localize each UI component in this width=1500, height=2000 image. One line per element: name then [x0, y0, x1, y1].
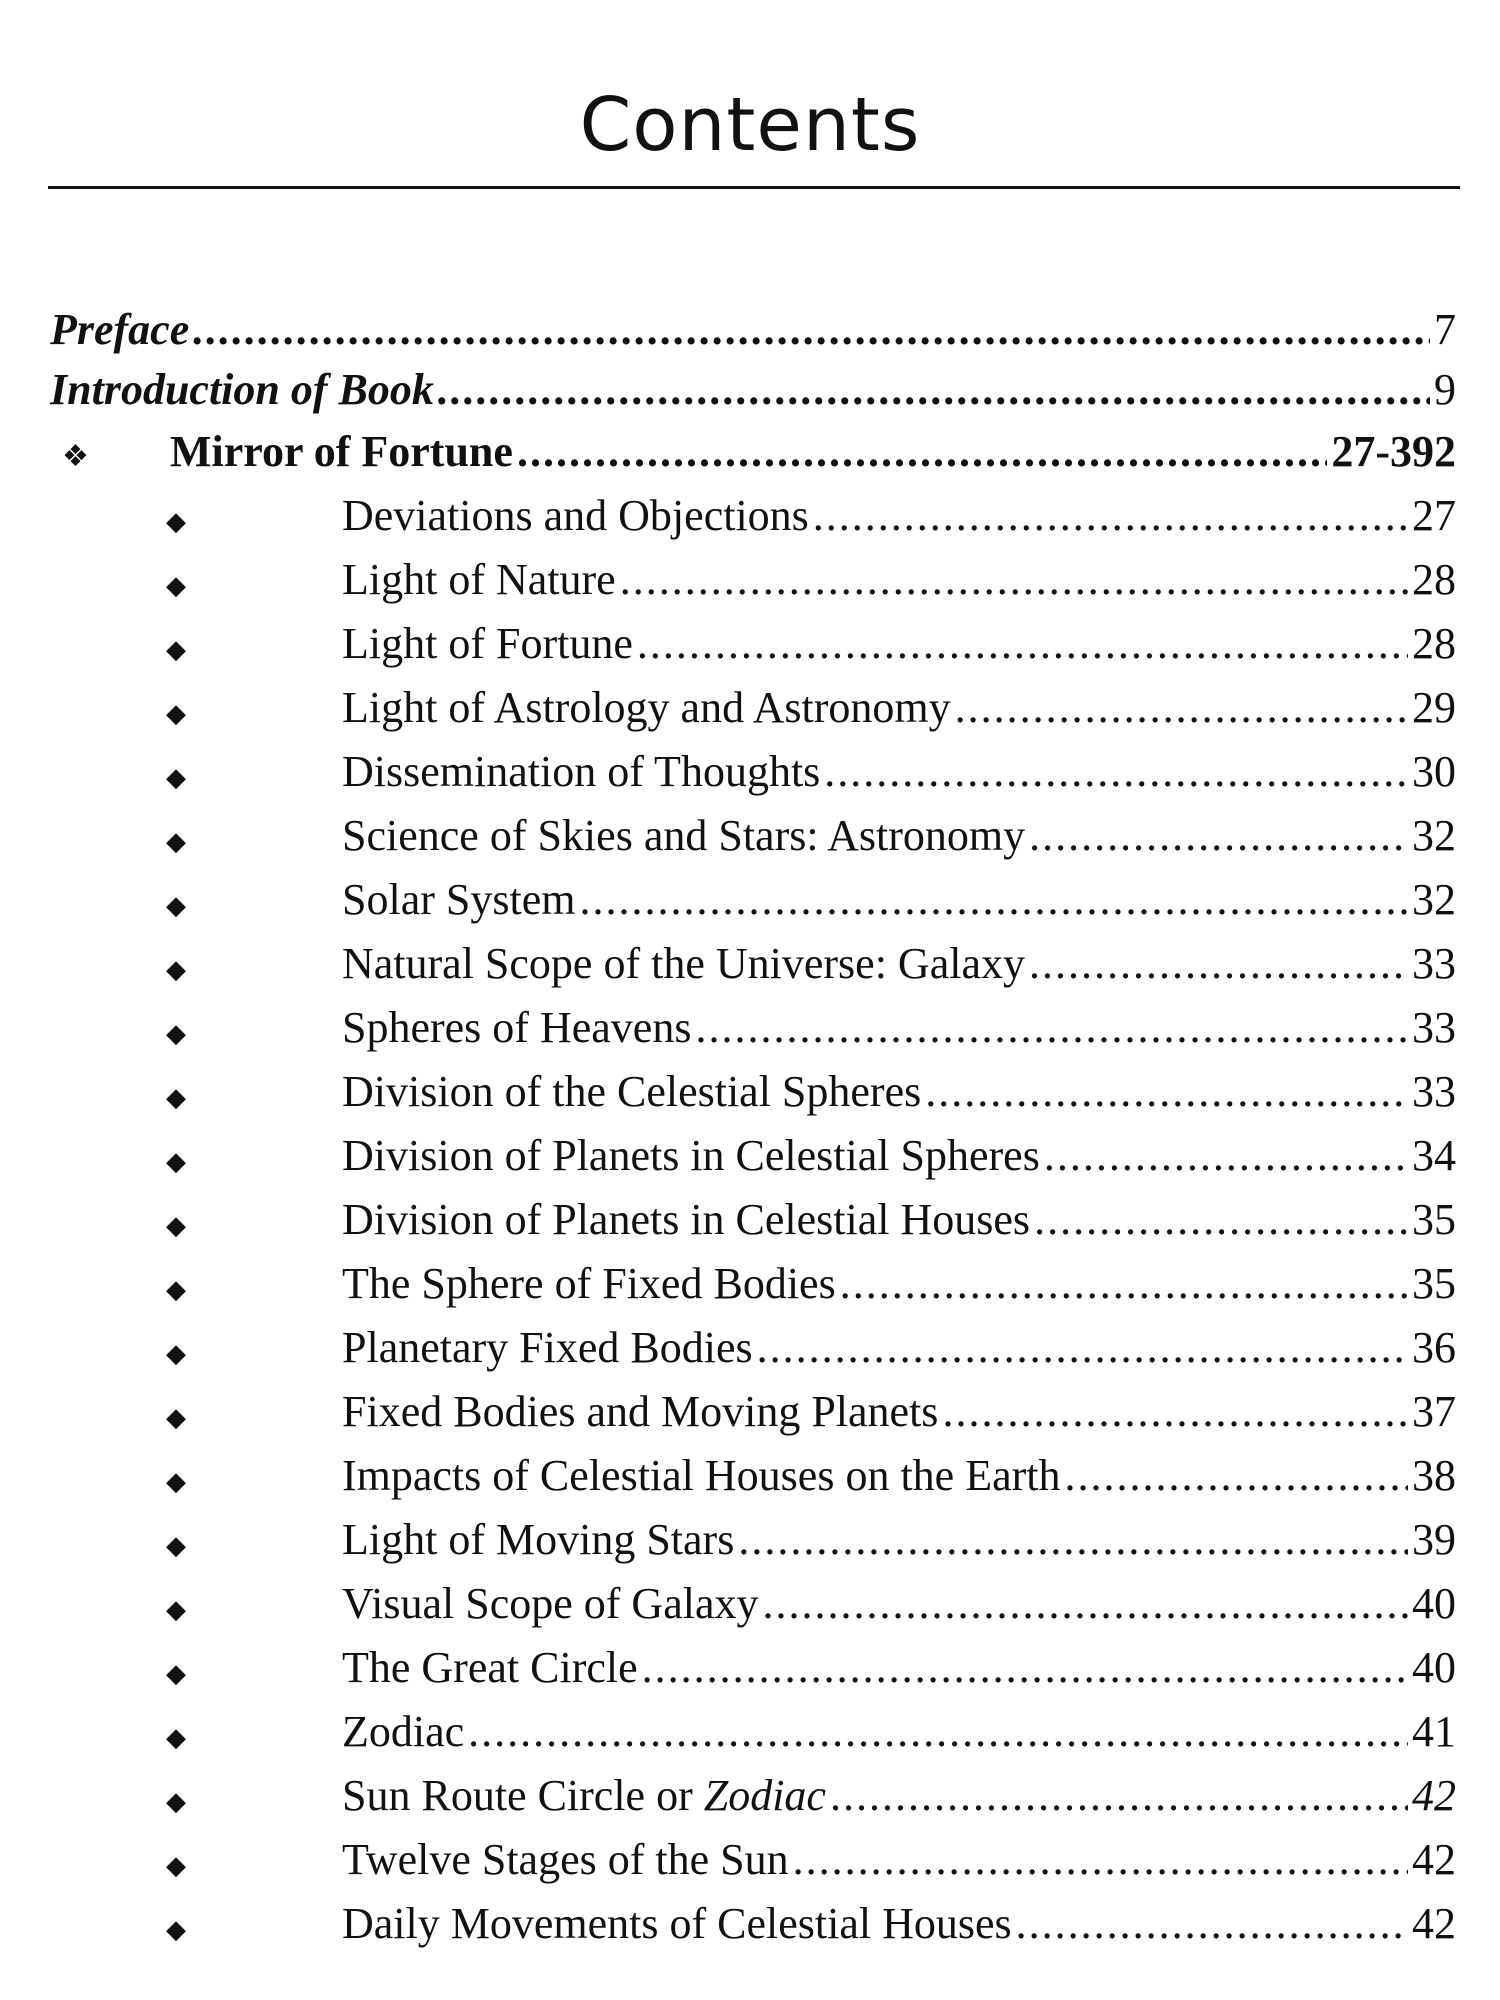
toc-entry-label: [328, 740, 820, 804]
toc-entry-label: [328, 868, 575, 932]
toc-entry[interactable]: [50, 1764, 1456, 1828]
toc-section-mirror-of-fortune[interactable]: [50, 420, 1456, 484]
toc-entry-label-text: Twelve Stages of the Sun: [342, 1835, 789, 1884]
toc-entry-label: [328, 1124, 1040, 1188]
toc-entry[interactable]: [50, 1828, 1456, 1892]
dot-leader: [695, 996, 1408, 1060]
toc-page-number: 33: [1412, 1003, 1456, 1052]
dot-leader: [517, 420, 1327, 484]
toc-entry[interactable]: [50, 1060, 1456, 1124]
toc-entry-label-text: Light of Astrology and Astronomy: [342, 683, 951, 732]
toc-entry-label-text: Light of Fortune: [342, 619, 633, 668]
toc-entry[interactable]: [50, 996, 1456, 1060]
toc-page-number: 7: [1434, 305, 1456, 354]
toc-entry-label-text: Zodiac: [342, 1707, 465, 1756]
diamond-bullet-icon: ◆: [166, 571, 186, 601]
toc-entry[interactable]: [50, 868, 1456, 932]
diamond-bullet-icon: ◆: [166, 1915, 186, 1945]
dot-leader: [955, 676, 1408, 740]
toc-entry-label-text: Dissemination of Thoughts: [342, 747, 821, 796]
toc-page-number: 32: [1412, 811, 1456, 860]
toc-page-number: 30: [1412, 747, 1456, 796]
toc-entry[interactable]: [50, 740, 1456, 804]
toc-page-number: 27: [1412, 491, 1456, 540]
diamond-bullet-icon: ◆: [166, 1147, 186, 1177]
toc-page-number: 42: [1412, 1835, 1456, 1884]
diamond-bullet-icon: ◆: [166, 1403, 186, 1433]
toc-entry-label-text: Division of Planets in Celestial Spheres: [342, 1131, 1040, 1180]
toc-entry[interactable]: [50, 1380, 1456, 1444]
toc-page-number: 38: [1412, 1451, 1456, 1500]
toc-entry[interactable]: [50, 484, 1456, 548]
dot-leader: [925, 1060, 1408, 1124]
dot-leader: [620, 548, 1408, 612]
toc-page-number: 34: [1412, 1131, 1456, 1180]
toc-entry[interactable]: [50, 1892, 1456, 1956]
toc-page-number: 9: [1434, 365, 1456, 414]
toc-entry-label-text: Division of Planets in Celestial Houses: [342, 1195, 1031, 1244]
toc-entry-label-text: Daily Movements of Celestial Houses: [342, 1899, 1012, 1948]
diamond-bullet-icon: ◆: [166, 763, 186, 793]
toc-page-number: 29: [1412, 683, 1456, 732]
toc-entry-label: [328, 1316, 753, 1380]
diamond-bullet-icon: ◆: [166, 507, 186, 537]
toc-entry-label-text: Sun Route Circle or: [342, 1771, 693, 1820]
toc-page-number: 35: [1412, 1259, 1456, 1308]
dot-leader: [193, 300, 1430, 360]
toc-entry-label: [328, 548, 616, 612]
toc-entry-label: [328, 804, 1025, 868]
diamond-bullet-icon: ◆: [166, 955, 186, 985]
toc-entry-label: [328, 1508, 734, 1572]
toc-entry-label: [328, 1188, 1030, 1252]
toc-entry-introduction[interactable]: [50, 360, 1456, 420]
toc-entry-label-italic: Zodiac: [703, 1771, 826, 1820]
dot-leader: [468, 1700, 1408, 1764]
dot-leader: [738, 1508, 1408, 1572]
toc-page-number: 40: [1412, 1643, 1456, 1692]
diamond-bullet-icon: ◆: [166, 1019, 186, 1049]
toc-entry-label: [328, 1444, 1060, 1508]
diamond-bullet-icon: ◆: [166, 827, 186, 857]
toc-entry-label: [328, 484, 809, 548]
toc-page-number: 42: [1412, 1899, 1456, 1948]
dot-leader: [1064, 1444, 1408, 1508]
toc-page-number: 41: [1412, 1707, 1456, 1756]
dot-leader: [637, 612, 1408, 676]
diamond-bullet-icon: ◆: [166, 1595, 186, 1625]
diamond-bullet-icon: ◆: [166, 635, 186, 665]
toc-entry-label-text: Light of Nature: [342, 555, 616, 604]
toc-page-number: 40: [1412, 1579, 1456, 1628]
diamond-bullet-icon: ◆: [166, 891, 186, 921]
toc-page-number: 42: [1412, 1771, 1456, 1820]
toc-entry-label: [328, 1572, 758, 1636]
diamond-bullet-icon: ◆: [166, 1787, 186, 1817]
dot-leader: [579, 868, 1408, 932]
toc-entry[interactable]: [50, 612, 1456, 676]
toc-entry-label-text: The Great Circle: [342, 1643, 638, 1692]
dot-leader: [793, 1828, 1408, 1892]
toc-page-number: 28: [1412, 619, 1456, 668]
toc-entry[interactable]: [50, 1700, 1456, 1764]
diamond-bullet-icon: ◆: [166, 699, 186, 729]
dot-leader: [1029, 932, 1408, 996]
dot-leader: [438, 360, 1430, 420]
toc-entry-label: [328, 1636, 638, 1700]
diamond-bullet-icon: ◆: [166, 1211, 186, 1241]
dot-leader: [762, 1572, 1408, 1636]
toc-entry[interactable]: [50, 1124, 1456, 1188]
toc-entry[interactable]: [50, 1636, 1456, 1700]
toc-entry[interactable]: [50, 804, 1456, 868]
toc-entry-list: [50, 484, 1456, 1956]
toc-entry-label-text: Visual Scope of Galaxy: [342, 1579, 759, 1628]
dot-leader: [642, 1636, 1408, 1700]
toc-entry-label: Preface: [50, 305, 190, 354]
toc-page-number: 35: [1412, 1195, 1456, 1244]
section-bullet-icon: ❖: [62, 439, 89, 474]
dot-leader: [757, 1316, 1408, 1380]
toc-entry[interactable]: [50, 1252, 1456, 1316]
toc-page-number: 28: [1412, 555, 1456, 604]
diamond-bullet-icon: ◆: [166, 1723, 186, 1753]
toc-entry-label: [328, 1380, 938, 1444]
toc-entry-label-text: Spheres of Heavens: [342, 1003, 692, 1052]
dot-leader: [942, 1380, 1408, 1444]
diamond-bullet-icon: ◆: [166, 1467, 186, 1497]
dot-leader: [1044, 1124, 1408, 1188]
toc-entry-label: [328, 1252, 836, 1316]
page-title: Contents: [579, 82, 921, 168]
toc-section-label: Mirror of Fortune: [170, 427, 513, 476]
toc-entry-preface[interactable]: [50, 300, 1456, 360]
toc-entry-label-text: Deviations and Objections: [342, 491, 809, 540]
dot-leader: [840, 1252, 1408, 1316]
dot-leader: [813, 484, 1408, 548]
title-rule: [48, 186, 1460, 189]
toc-entry-label: [328, 1060, 921, 1124]
toc-entry-label-text: Fixed Bodies and Moving Planets: [342, 1387, 939, 1436]
toc-entry[interactable]: [50, 1572, 1456, 1636]
toc-entry-label: [328, 676, 951, 740]
toc-entry-label: [328, 1892, 1012, 1956]
diamond-bullet-icon: ◆: [166, 1659, 186, 1689]
toc-entry-label: Introduction of Book: [50, 365, 434, 414]
toc-entry[interactable]: [50, 932, 1456, 996]
toc-entry-label-text: Natural Scope of the Universe: Galaxy: [342, 939, 1025, 988]
dot-leader: [830, 1764, 1408, 1828]
toc-entry-label-text: Science of Skies and Stars: Astronomy: [342, 811, 1026, 860]
toc-entry-label-text: Impacts of Celestial Houses on the Earth: [342, 1451, 1061, 1500]
diamond-bullet-icon: ◆: [166, 1531, 186, 1561]
toc-entry-label-text: Light of Moving Stars: [342, 1515, 735, 1564]
toc-entry[interactable]: [50, 1316, 1456, 1380]
toc-entry[interactable]: [50, 548, 1456, 612]
toc-page-number: 36: [1412, 1323, 1456, 1372]
dot-leader: [1029, 804, 1408, 868]
toc-entry-label-text: Planetary Fixed Bodies: [342, 1323, 753, 1372]
toc-page-number: 37: [1412, 1387, 1456, 1436]
toc-page-number: 32: [1412, 875, 1456, 924]
toc-entry[interactable]: [50, 1188, 1456, 1252]
toc-entry-label-text: Division of the Celestial Spheres: [342, 1067, 922, 1116]
toc-entry-label: [328, 612, 633, 676]
toc-page-number: 39: [1412, 1515, 1456, 1564]
toc-entry-label: [328, 932, 1025, 996]
toc-entry-label: [328, 996, 691, 1060]
toc-page-range: 27-392: [1331, 427, 1456, 476]
dot-leader: [824, 740, 1408, 804]
toc-page-number: 33: [1412, 1067, 1456, 1116]
diamond-bullet-icon: ◆: [166, 1275, 186, 1305]
diamond-bullet-icon: ◆: [166, 1339, 186, 1369]
toc-entry[interactable]: [50, 1444, 1456, 1508]
diamond-bullet-icon: ◆: [166, 1083, 186, 1113]
toc-entry-label-text: Solar System: [342, 875, 576, 924]
table-of-contents: [50, 300, 1456, 1956]
toc-entry-label: [328, 1700, 464, 1764]
toc-entry-label: [328, 1828, 789, 1892]
diamond-bullet-icon: ◆: [166, 1851, 186, 1881]
toc-entry[interactable]: [50, 676, 1456, 740]
toc-page-number: 33: [1412, 939, 1456, 988]
toc-entry-label: [328, 1764, 826, 1828]
toc-entry-label-text: The Sphere of Fixed Bodies: [342, 1259, 836, 1308]
dot-leader: [1016, 1892, 1408, 1956]
dot-leader: [1034, 1188, 1408, 1252]
toc-entry[interactable]: [50, 1508, 1456, 1572]
